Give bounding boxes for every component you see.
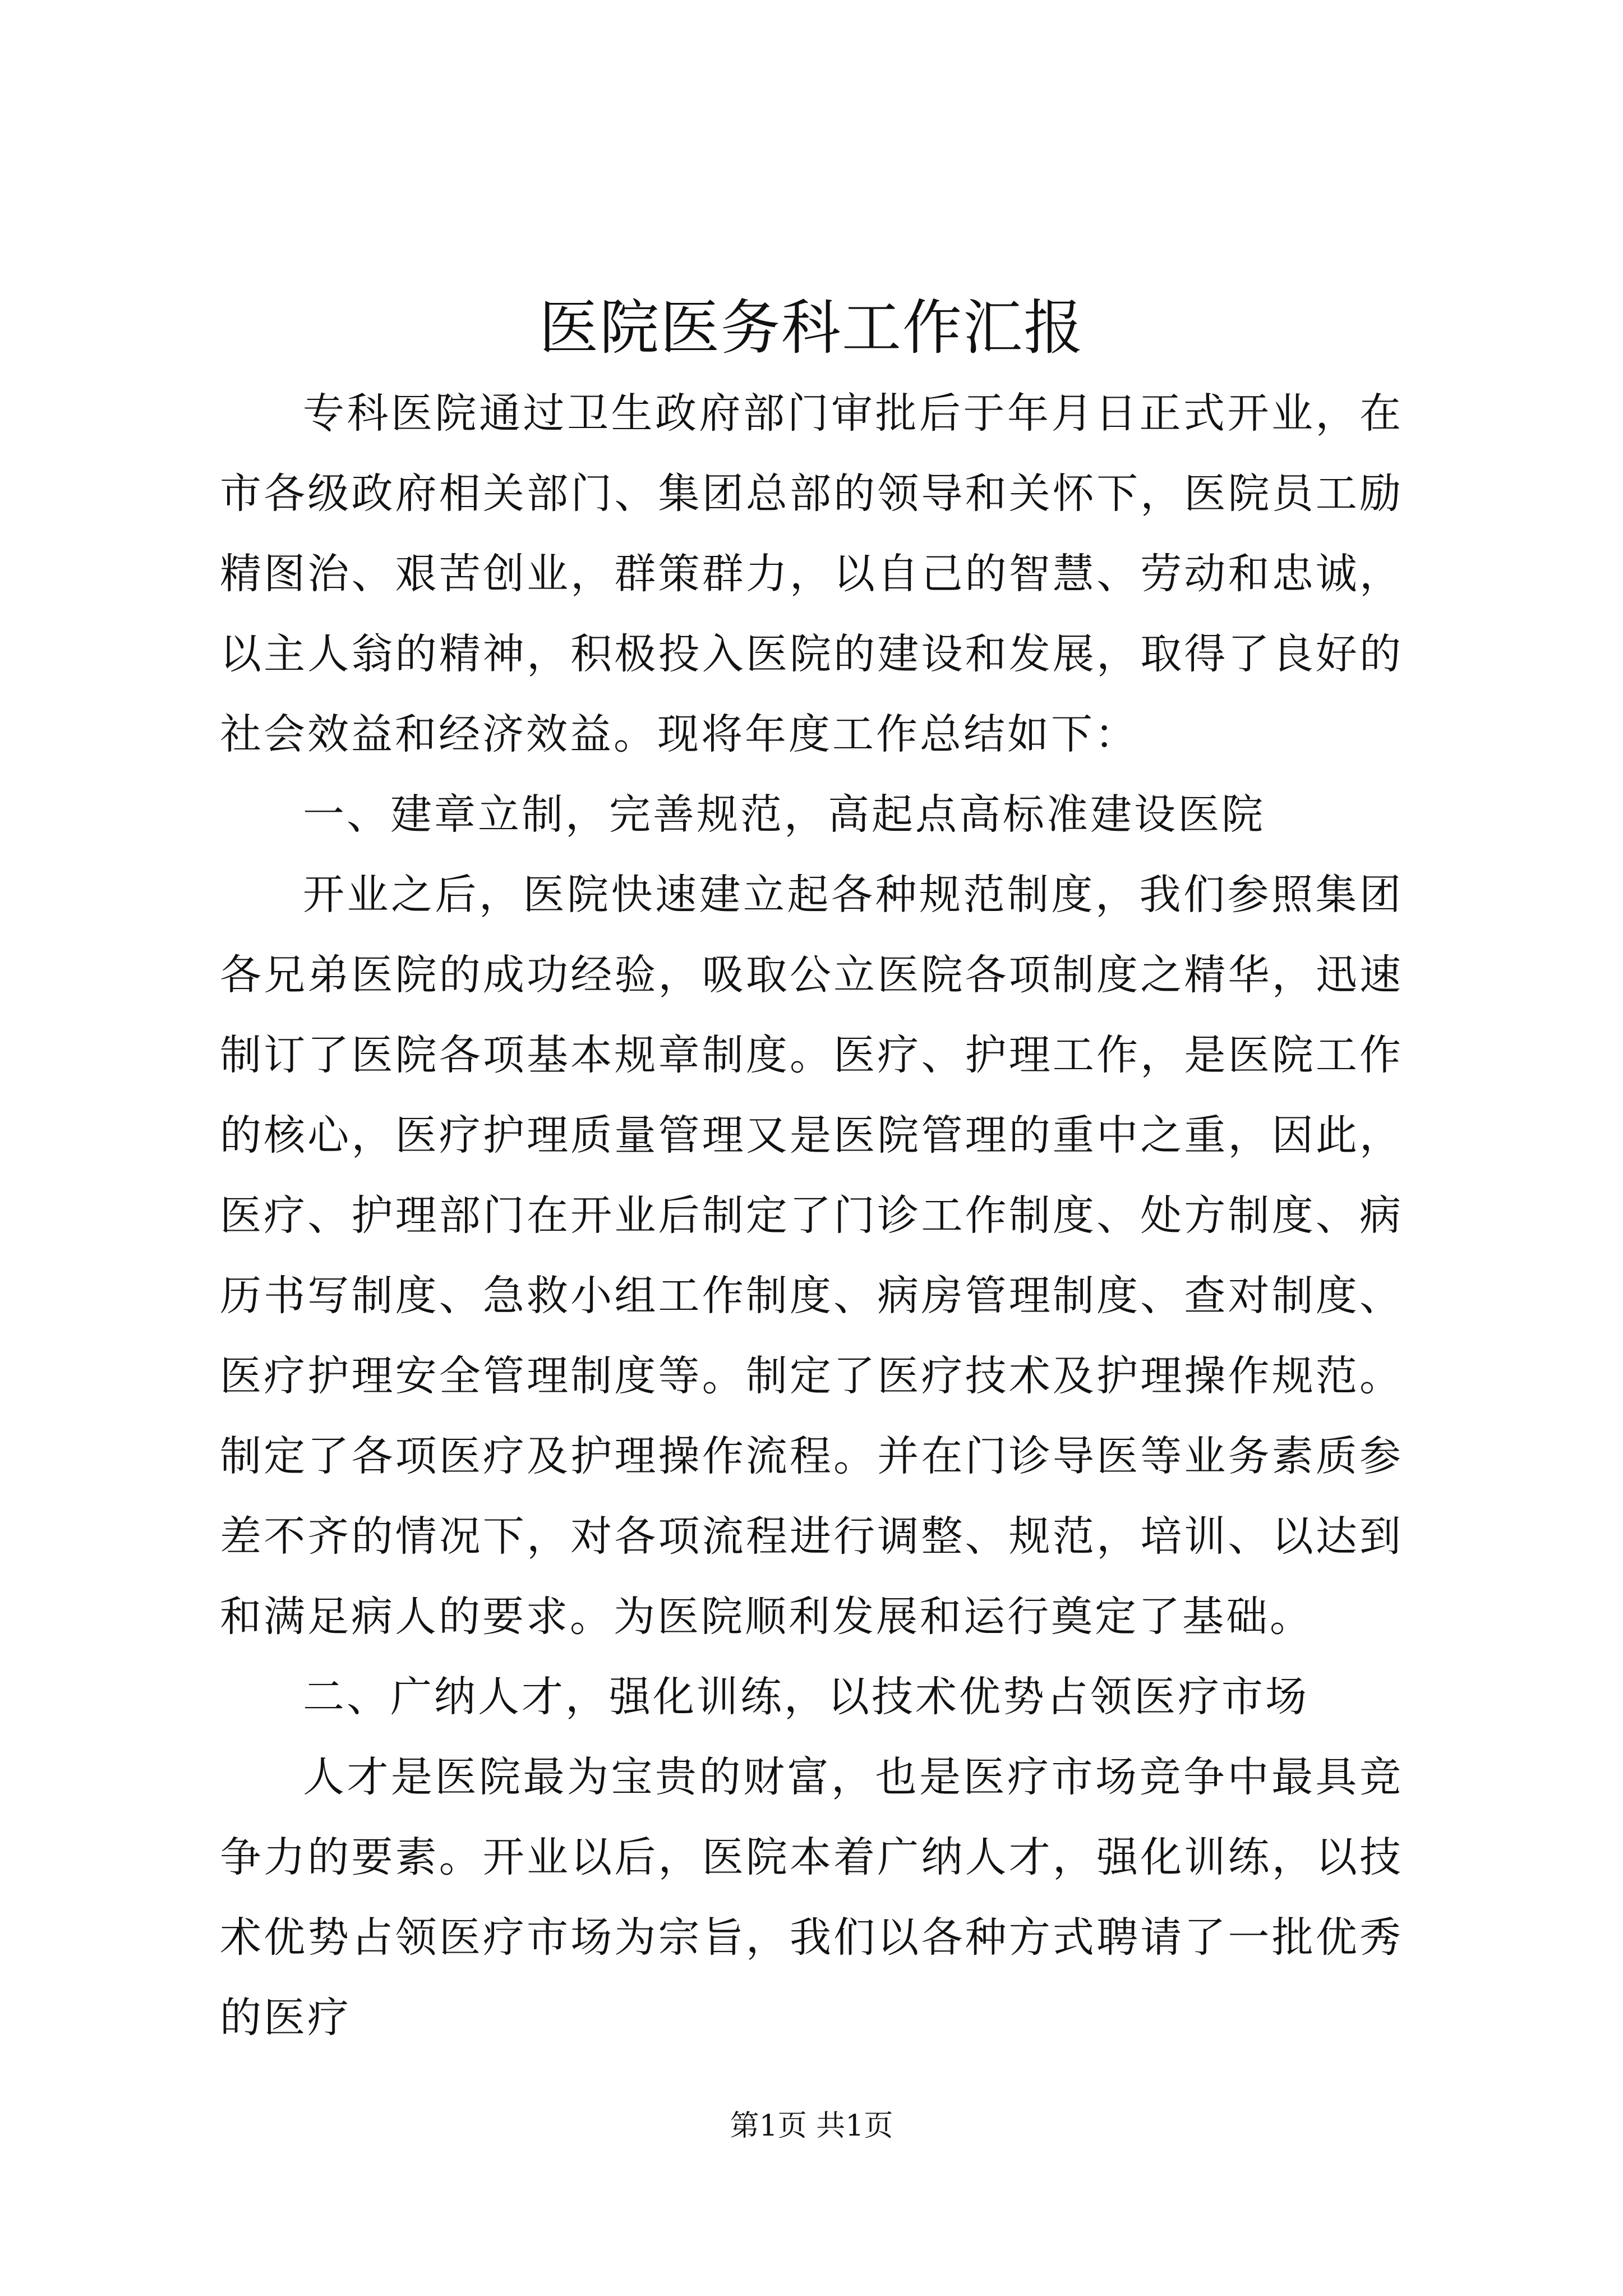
paragraph-section-1: 开业之后，医院快速建立起各种规范制度，我们参照集团各兄弟医院的成功经验，吸取公立医院各项制度之精华，迅速制订了医院各项基本规章制度。医疗、护理工作，是医院工作的核心，医疗护理质量管理又是医院管理的重中之重，因此，医疗、护理部门在开业后制定了门诊工作制度、处方制度、病历书写制度、急救小组工作制度、病房管理制度、查对制度、医疗护理安全管理制度等。制定了医疗技术及护理操作规范。制定了各项医疗及护理操作流程。并在门诊导医等业务素质参差不齐的情况下，对各项流程进行调整、规范，培训、以达到和满足病人的要求。为医院顺利发展和运行奠定了基础。 [220, 871, 1403, 1641]
paragraph-section-2: 人才是医院最为宝贵的财富，也是医疗市场竞争中最具竞争力的要素。开业以后，医院本着广纳人才，强化训练，以技术优势占领医疗市场为宗旨，我们以各种方式聘请了一批优秀的医疗 [220, 1753, 1403, 2042]
document-body [220, 374, 1403, 2058]
paragraph-intro: 专科医院通过卫生政府部门审批后于年月日正式开业，在市各级政府相关部门、集团总部的领导和关怀下，医院员工励精图治、艰苦创业，群策群力，以自己的智慧、劳动和忠诚，以主人翁的精神，积极投入医院的建设和发展，取得了良好的社会效益和经济效益。现将年度工作总结如下： [220, 389, 1403, 758]
section-heading-1: 一、建章立制，完善规范，高起点高标准建设医院 [303, 790, 1265, 839]
section-heading-2: 二、广纳人才，强化训练，以技术优势占领医疗市场 [303, 1673, 1309, 1721]
document-title: 医院医务科工作汇报 [539, 293, 1084, 362]
page-footer: 第1页 共1页 [730, 2109, 893, 2143]
